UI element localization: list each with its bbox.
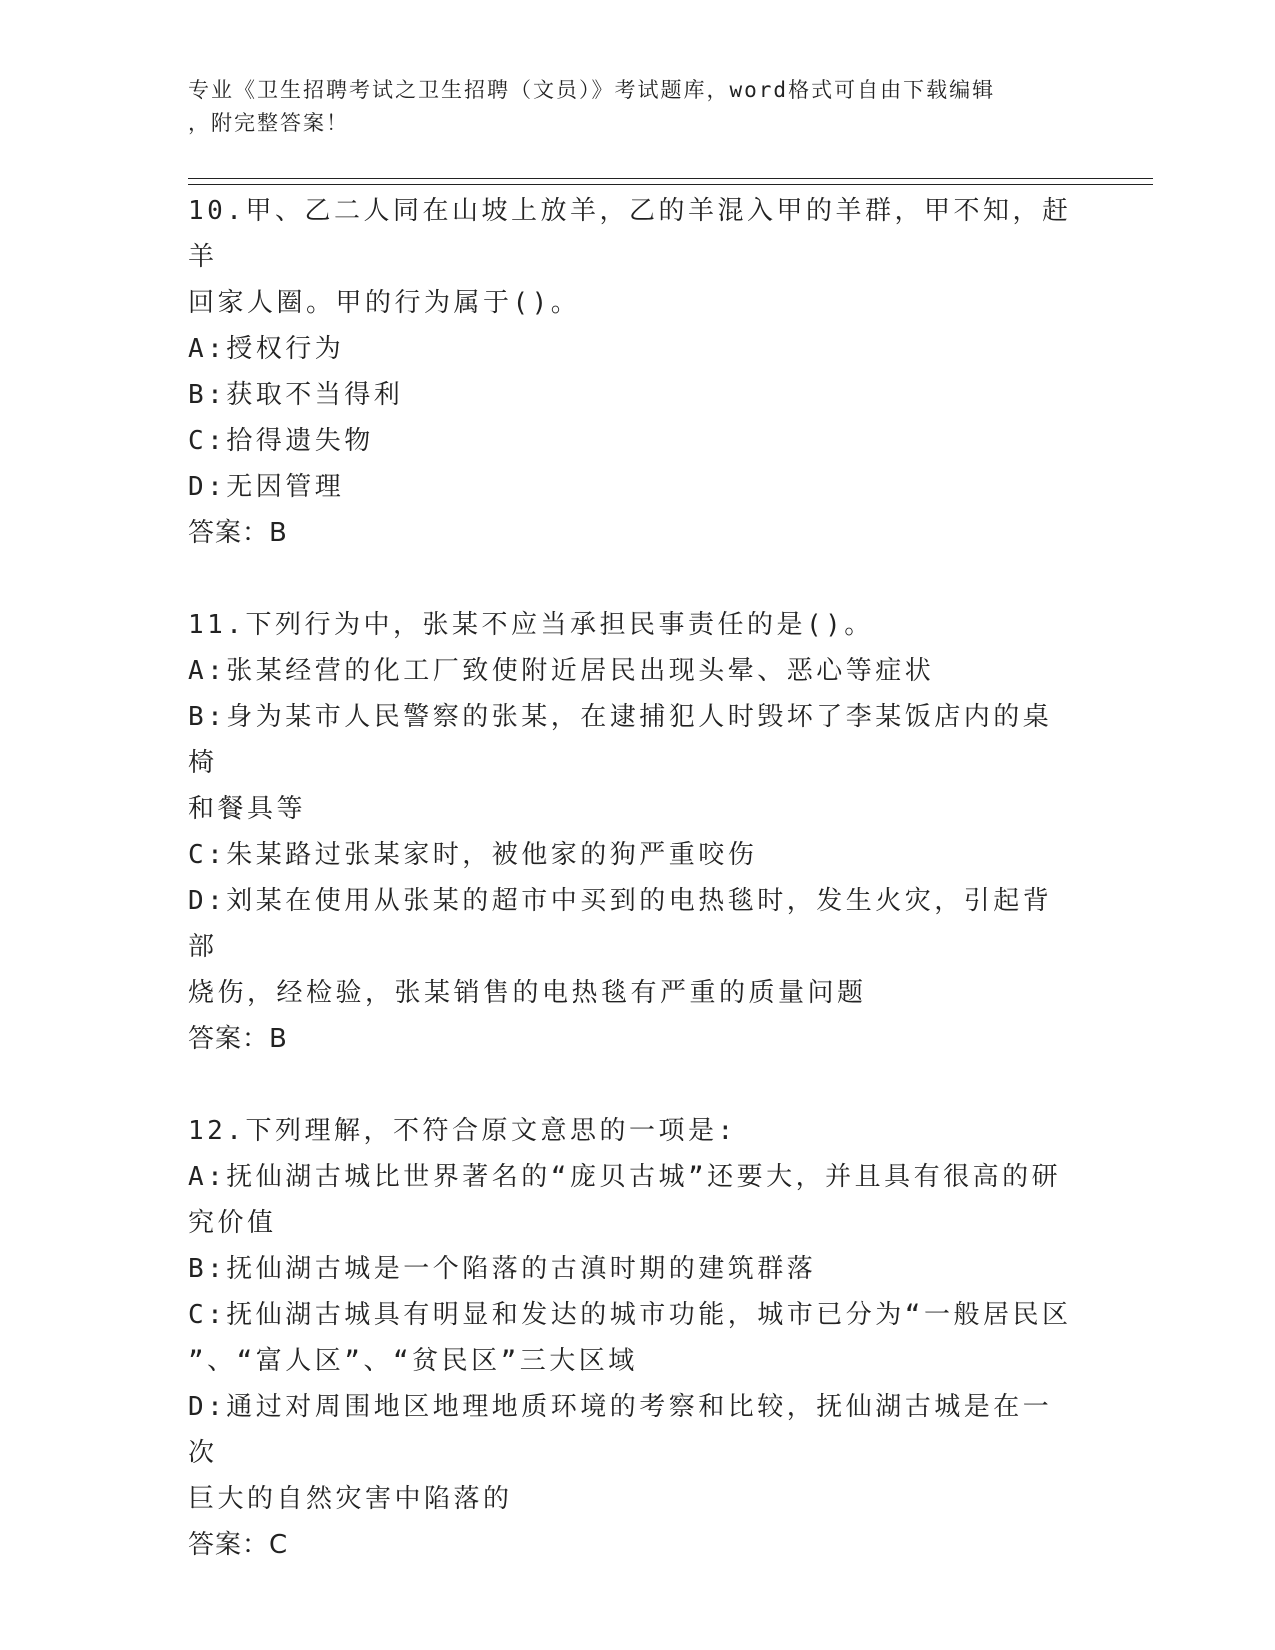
header-line-1: 专业《卫生招聘考试之卫生招聘（文员）》考试题库，word格式可自由下载编辑	[188, 78, 996, 102]
header-divider-top	[188, 178, 1153, 179]
header-divider-bottom	[188, 184, 1153, 185]
option-c-continued: ”、“富人区”、“贫民区”三大区域	[188, 1346, 638, 1376]
answer-label: 答案：B	[188, 518, 288, 548]
question-list	[188, 188, 1078, 1568]
option-a: A:授权行为	[188, 334, 345, 364]
question-11	[188, 602, 1078, 1062]
header-line-2: ，附完整答案！	[188, 111, 349, 135]
answer-label: 答案：C	[188, 1530, 289, 1560]
question-12	[188, 1108, 1078, 1568]
question-stem: 12.下列理解，不符合原文意思的一项是:	[188, 1116, 737, 1146]
option-a: A:抚仙湖古城比世界著名的“庞贝古城”还要大，并且具有很高的研	[188, 1162, 1062, 1192]
question-stem: 11.下列行为中，张某不应当承担民事责任的是()。	[188, 610, 874, 640]
option-d-continued: 烧伤，经检验，张某销售的电热毯有严重的质量问题	[188, 978, 867, 1008]
option-b: B:抚仙湖古城是一个陷落的古滇时期的建筑群落	[188, 1254, 817, 1284]
option-c: C:抚仙湖古城具有明显和发达的城市功能，城市已分为“一般居民区	[188, 1300, 1072, 1330]
option-b-continued: 和餐具等	[188, 794, 307, 824]
option-c: C:朱某路过张某家时，被他家的狗严重咬伤	[188, 840, 758, 870]
answer-label: 答案：B	[188, 1024, 288, 1054]
option-c: C:拾得遗失物	[188, 426, 374, 456]
option-a: A:张某经营的化工厂致使附近居民出现头晕、恶心等症状	[188, 656, 935, 686]
option-b: B:获取不当得利	[188, 380, 404, 410]
option-a-continued: 究价值	[188, 1208, 277, 1238]
option-b: B:身为某市人民警察的张某，在逮捕犯人时毁坏了李某饭店内的桌椅	[188, 702, 1053, 778]
question-10	[188, 188, 1078, 556]
question-stem: 回家人圈。甲的行为属于()。	[188, 288, 581, 318]
option-d: D:无因管理	[188, 472, 345, 502]
document-header	[188, 74, 1088, 140]
option-d-continued: 巨大的自然灾害中陷落的	[188, 1484, 513, 1514]
option-d: D:通过对周围地区地理地质环境的考察和比较，抚仙湖古城是在一次	[188, 1392, 1053, 1468]
option-d: D:刘某在使用从张某的超市中买到的电热毯时，发生火灾，引起背部	[188, 886, 1053, 962]
question-stem: 10.甲、乙二人同在山坡上放羊，乙的羊混入甲的羊群，甲不知，赶羊	[188, 196, 1072, 272]
